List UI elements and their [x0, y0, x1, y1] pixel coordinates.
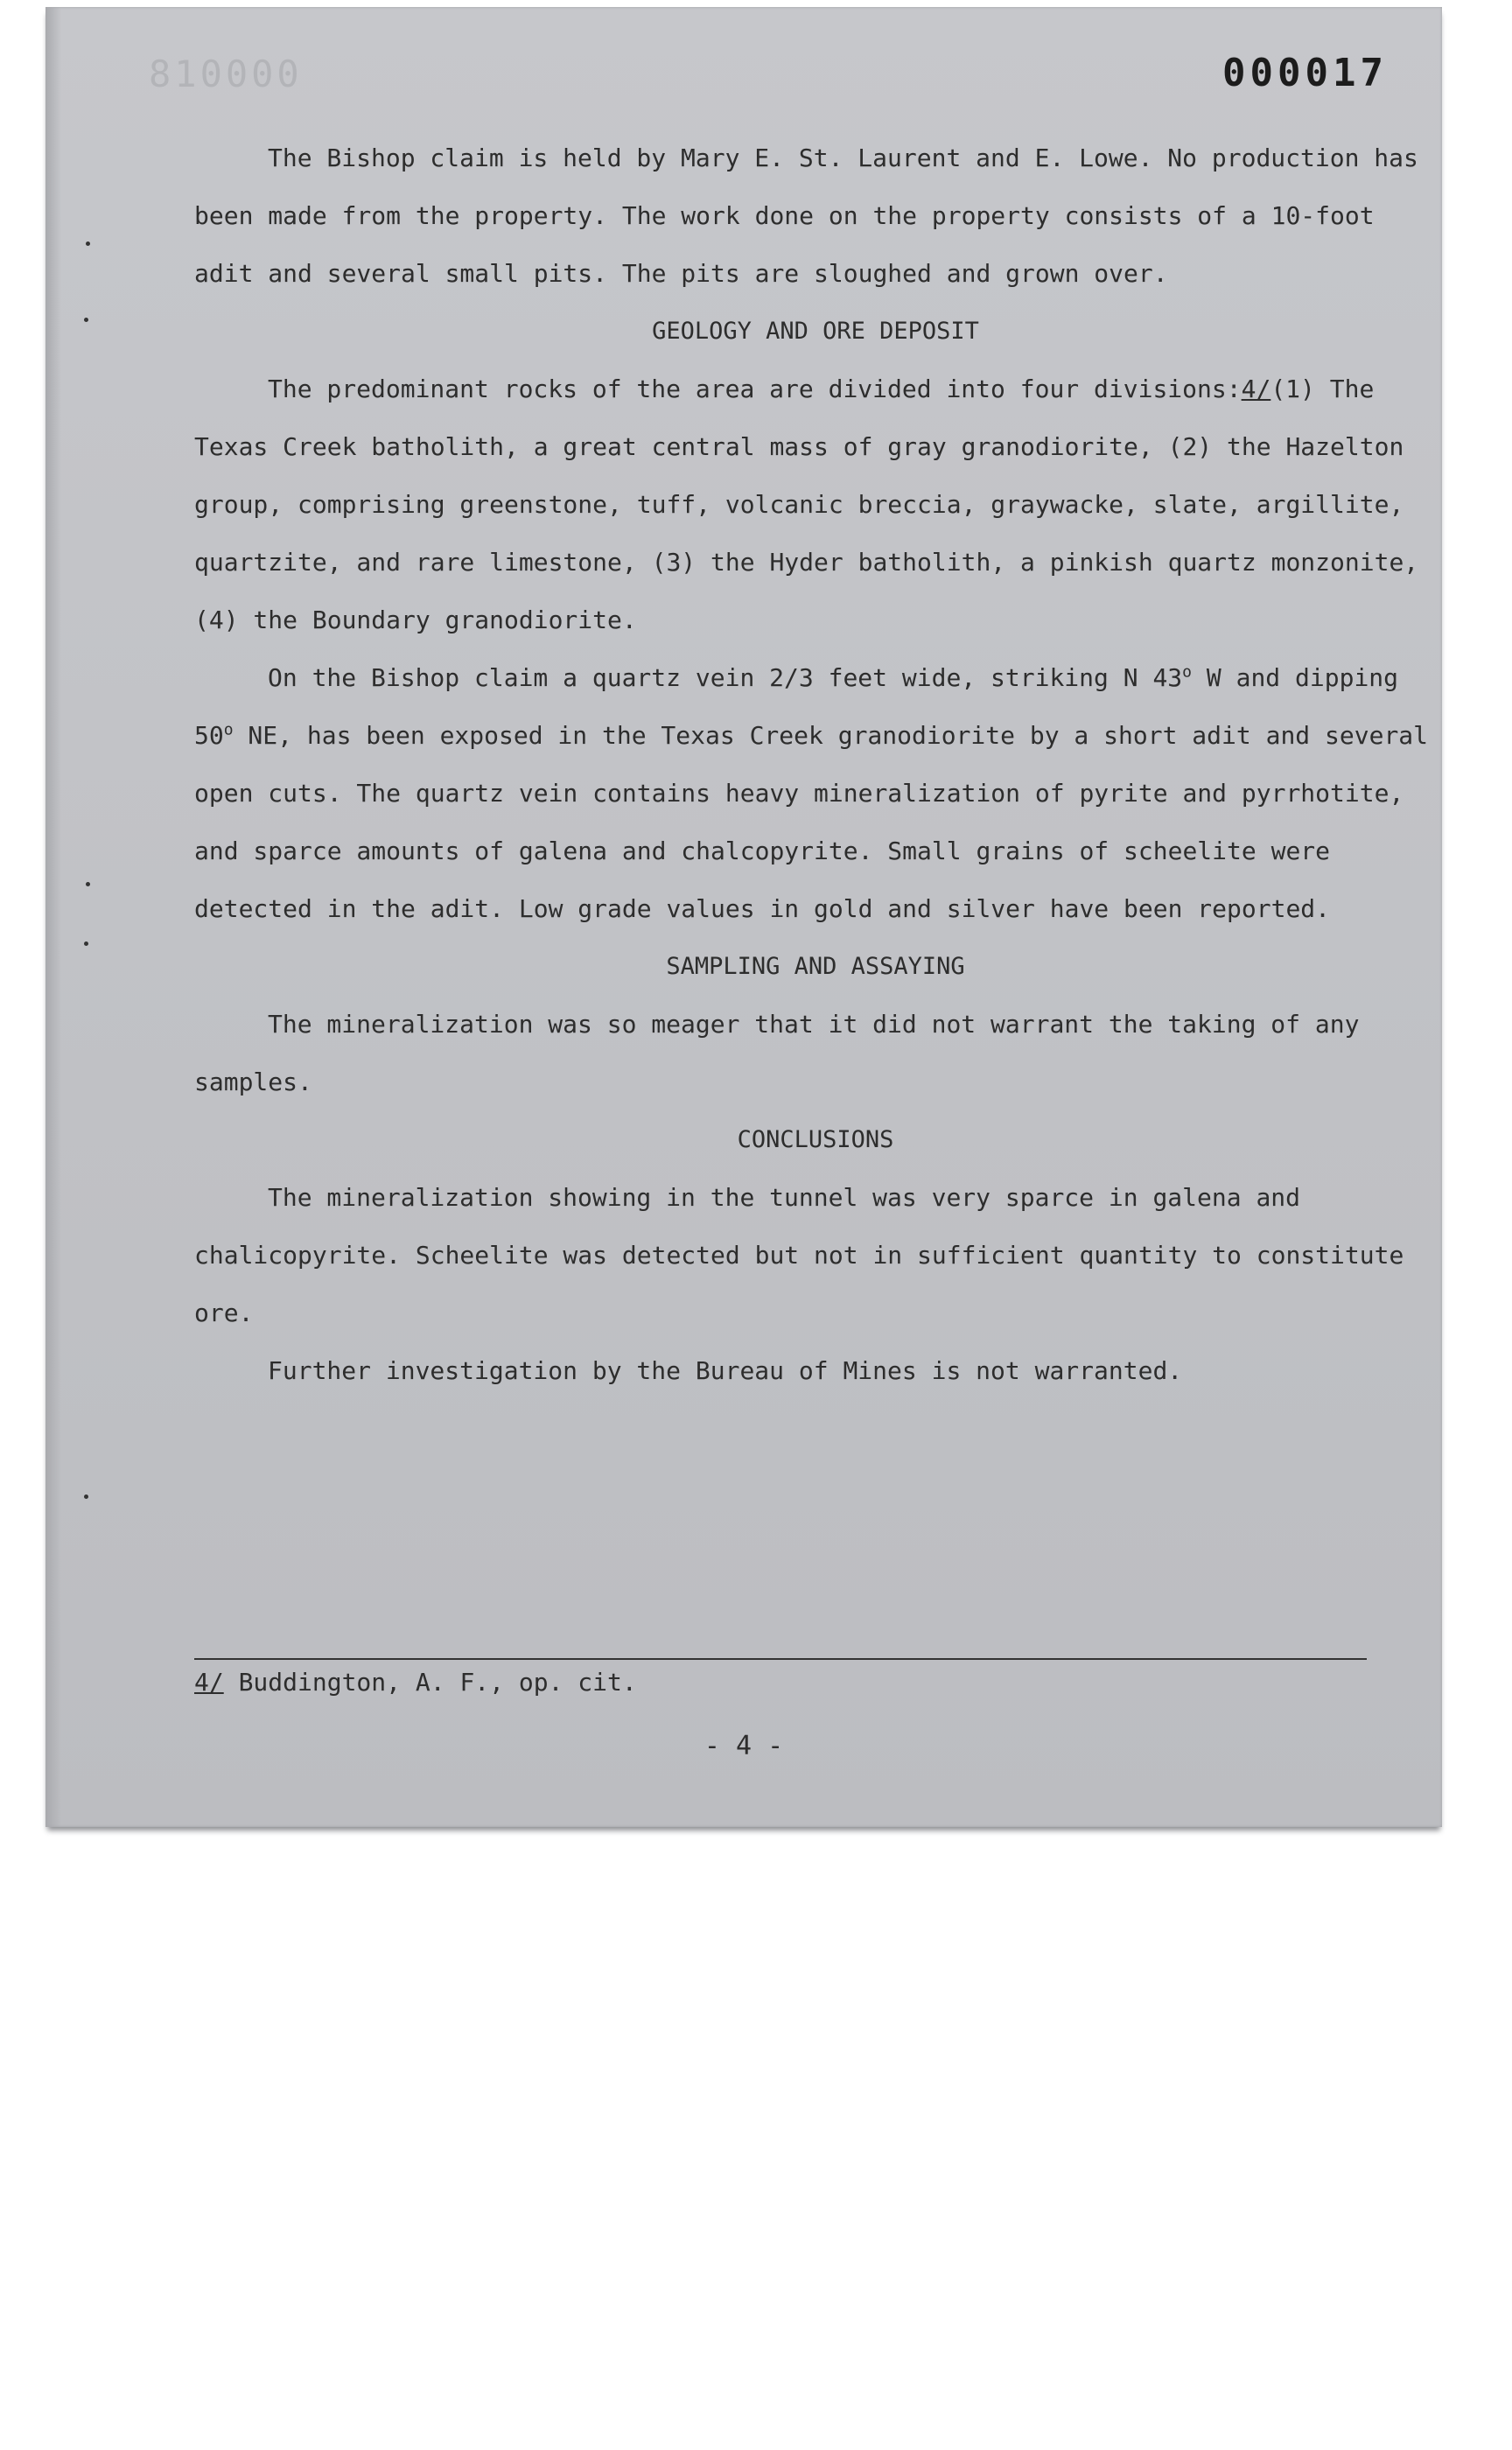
- footnote: [194, 1668, 637, 1697]
- report-body: [194, 130, 1437, 1400]
- footnote-marker: 4/: [194, 1668, 224, 1697]
- binder-hole-mark: [84, 1494, 88, 1499]
- paragraph-geology-text-a: The predominant rocks of the area are divided into four divisions:: [268, 374, 1242, 403]
- page-number: - 4 -: [704, 1731, 784, 1761]
- binder-hole-mark: [84, 942, 88, 946]
- heading-geology: GEOLOGY AND ORE DEPOSIT: [652, 318, 979, 345]
- paragraph-vein-text-b: W and dipping 50: [194, 663, 1399, 750]
- footnote-text: Buddington, A. F., op. cit.: [223, 1668, 637, 1697]
- paragraph-ownership: The Bishop claim is held by Mary E. St. Laurent and E. Lowe. No production has been made from the property. The work done on the property consists of a 10-foot adit and several small pits. The pits are sloughed and grown over.: [194, 144, 1418, 288]
- faded-stamp-number: 810000: [149, 52, 303, 95]
- footnote-divider: [194, 1658, 1367, 1660]
- binder-hole-mark: [86, 242, 90, 246]
- binder-hole-mark: [84, 318, 88, 322]
- paragraph-vein-text-c: NE, has been exposed in the Texas Creek granodiorite by a short adit and several open cuts. The quartz vein contains heavy mineralization of pyrite and pyrrhotite, and sparce amounts of galena and chalcopyrite. Small grains of scheelite were detected in the adit. Low grade values in gold and silver have been reported.: [194, 721, 1429, 923]
- paragraph-vein-text-a: On the Bishop claim a quartz vein 2/3 feet wide, striking N 43: [268, 663, 1183, 692]
- paragraph-recommendation: Further investigation by the Bureau of Mines is not warranted.: [268, 1356, 1183, 1385]
- paragraph-geology-text-b: (1) The Texas Creek batholith, a great central mass of gray granodiorite, (2) the Hazelton group, comprising greenstone, tuff, volcanic breccia, graywacke, slate, argillite, quartzite, and rare limestone, (3) the Hyder batholith, a pinkish quartz monzonite, (4) the Boundary granodiorite.: [194, 374, 1419, 634]
- footnote-reference: 4/: [1241, 374, 1271, 403]
- paragraph-sampling: The mineralization was so meager that it did not warrant the taking of any samples.: [194, 1010, 1360, 1096]
- heading-conclusions: CONCLUSIONS: [737, 1126, 894, 1153]
- binder-hole-mark: [86, 882, 90, 886]
- paragraph-vein: [194, 649, 1437, 938]
- document-page: [46, 7, 1442, 1827]
- heading-sampling: SAMPLING AND ASSAYING: [666, 953, 965, 980]
- document-number: 000017: [1222, 51, 1388, 95]
- degree-symbol: o: [1182, 662, 1193, 682]
- degree-symbol: o: [223, 720, 234, 739]
- paragraph-geology: [194, 360, 1437, 649]
- paragraph-conclusions: The mineralization showing in the tunnel was very sparce in galena and chalicopyrite. Scheelite was detected but not in sufficient quantity to constitute ore.: [194, 1183, 1404, 1327]
